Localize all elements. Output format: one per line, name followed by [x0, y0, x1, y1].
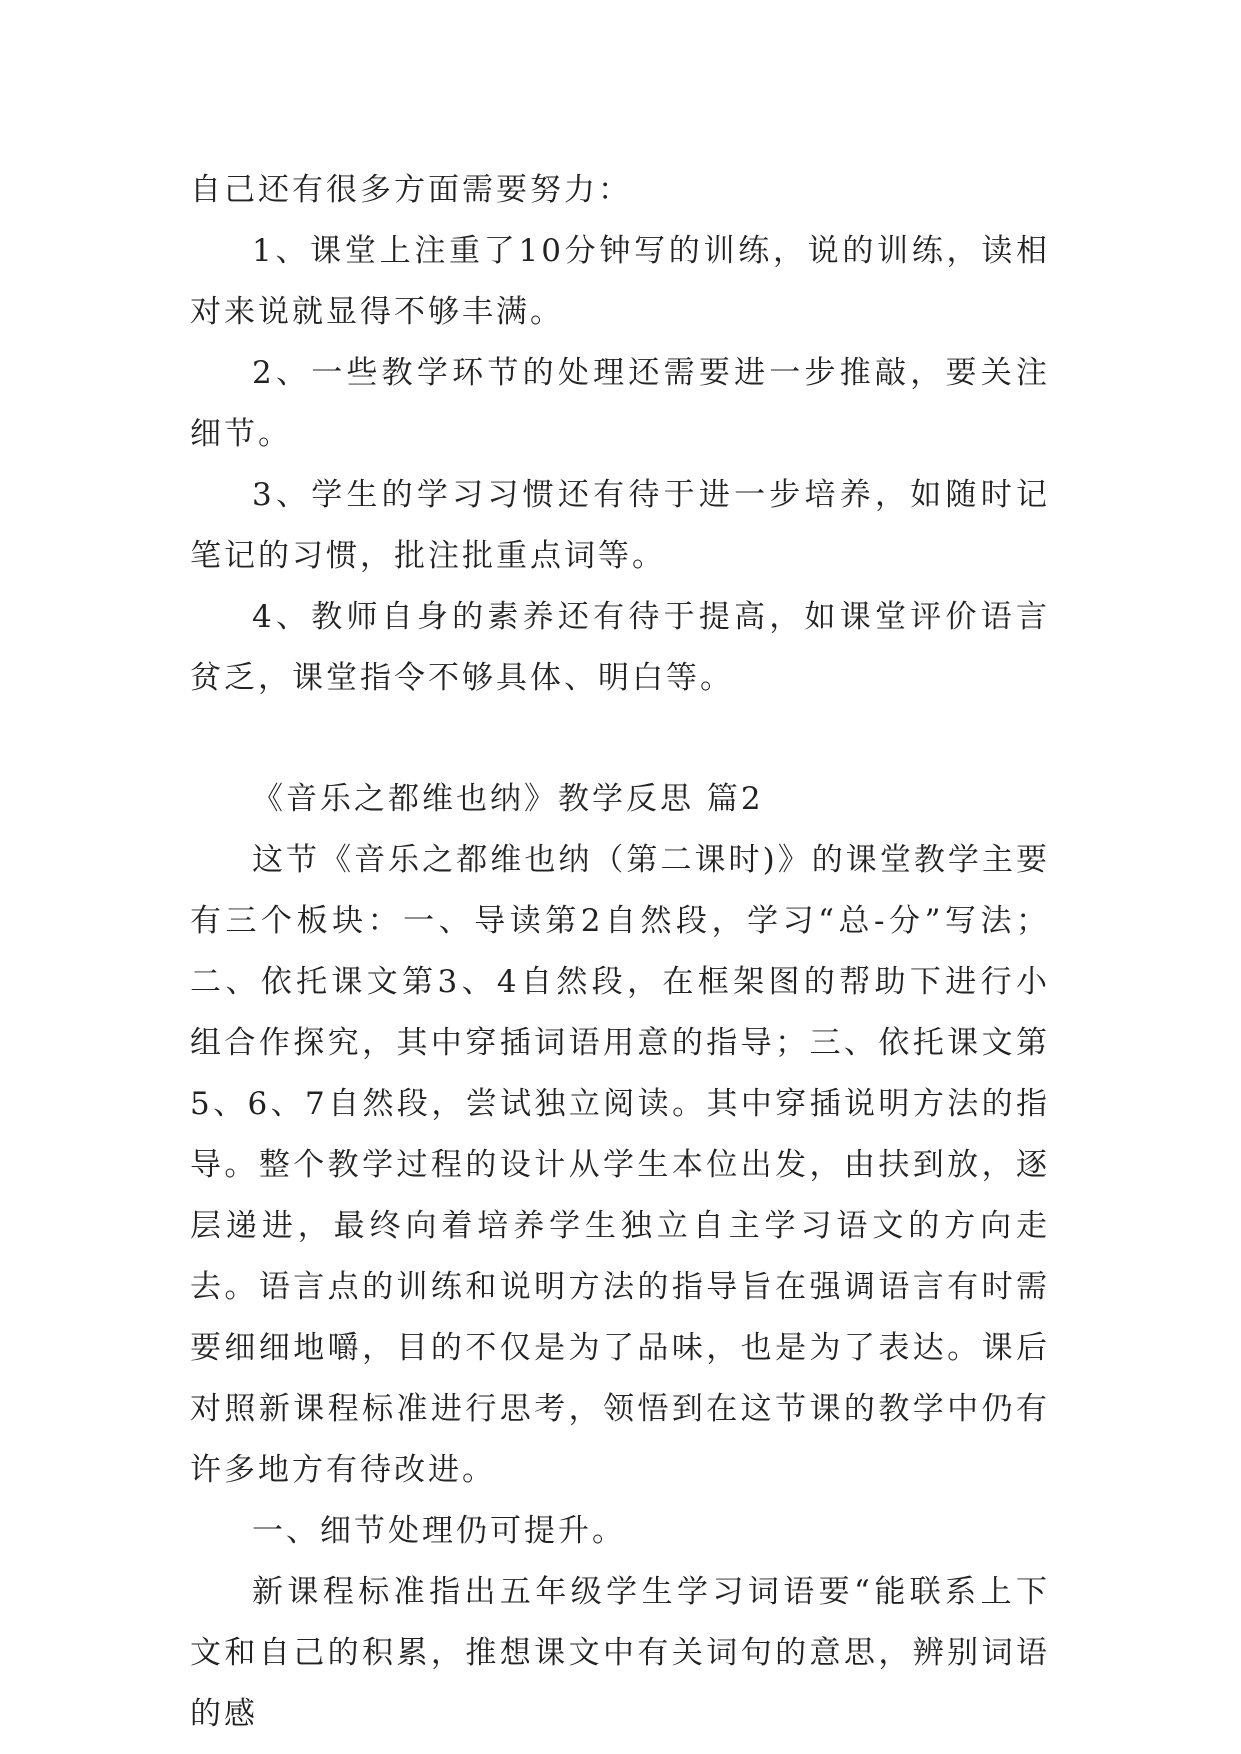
document-page: [190, 160, 1050, 1745]
point-3: 3、学生的学习习惯还有待于进一步培养，如随时记笔记的习惯，批注批重点词等。: [190, 477, 1050, 574]
section-paragraph: 这节《音乐之都维也纳（第二课时)》的课堂教学主要有三个板块：一、导读第2自然段，学习“总-分”写法；二、依托课文第3、4自然段，在框架图的帮助下进行小组合作探究，其中穿插词语用意的指导；三、依托课文第5、6、7自然段，尝试独立阅读。其中穿插说明方法的指导。整个教学过程的设计从学生本位出发，由扶到放，逐层递进，最终向着培养学生独立自主学习语文的方向走去。语言点的训练和说明方法的指导旨在强调语言有时需要细细地嚼，目的不仅是为了品味，也是为了表达。课后对照新课程标准进行思考，领悟到在这节课的教学中仍有许多地方有待改进。: [190, 842, 1050, 1488]
subheading: 一、细节处理仍可提升。: [252, 1513, 626, 1549]
point-2: 2、一些教学环节的处理还需要进一步推敲，要关注细节。: [190, 355, 1050, 452]
point-1: 1、课堂上注重了10分钟写的训练，说的训练，读相对来说就显得不够丰满。: [190, 233, 1050, 330]
section-title: 《音乐之都维也纳》教学反思 篇2: [252, 781, 764, 817]
intro-line: 自己还有很多方面需要努力：: [190, 172, 632, 208]
final-paragraph: 新课程标准指出五年级学生学习词语要“能联系上下文和自己的积累，推想课文中有关词句的意思，辨别词语的感: [190, 1574, 1050, 1732]
point-4: 4、教师自身的素养还有待于提高，如课堂评价语言贫乏，课堂指令不够具体、明白等。: [190, 599, 1050, 696]
